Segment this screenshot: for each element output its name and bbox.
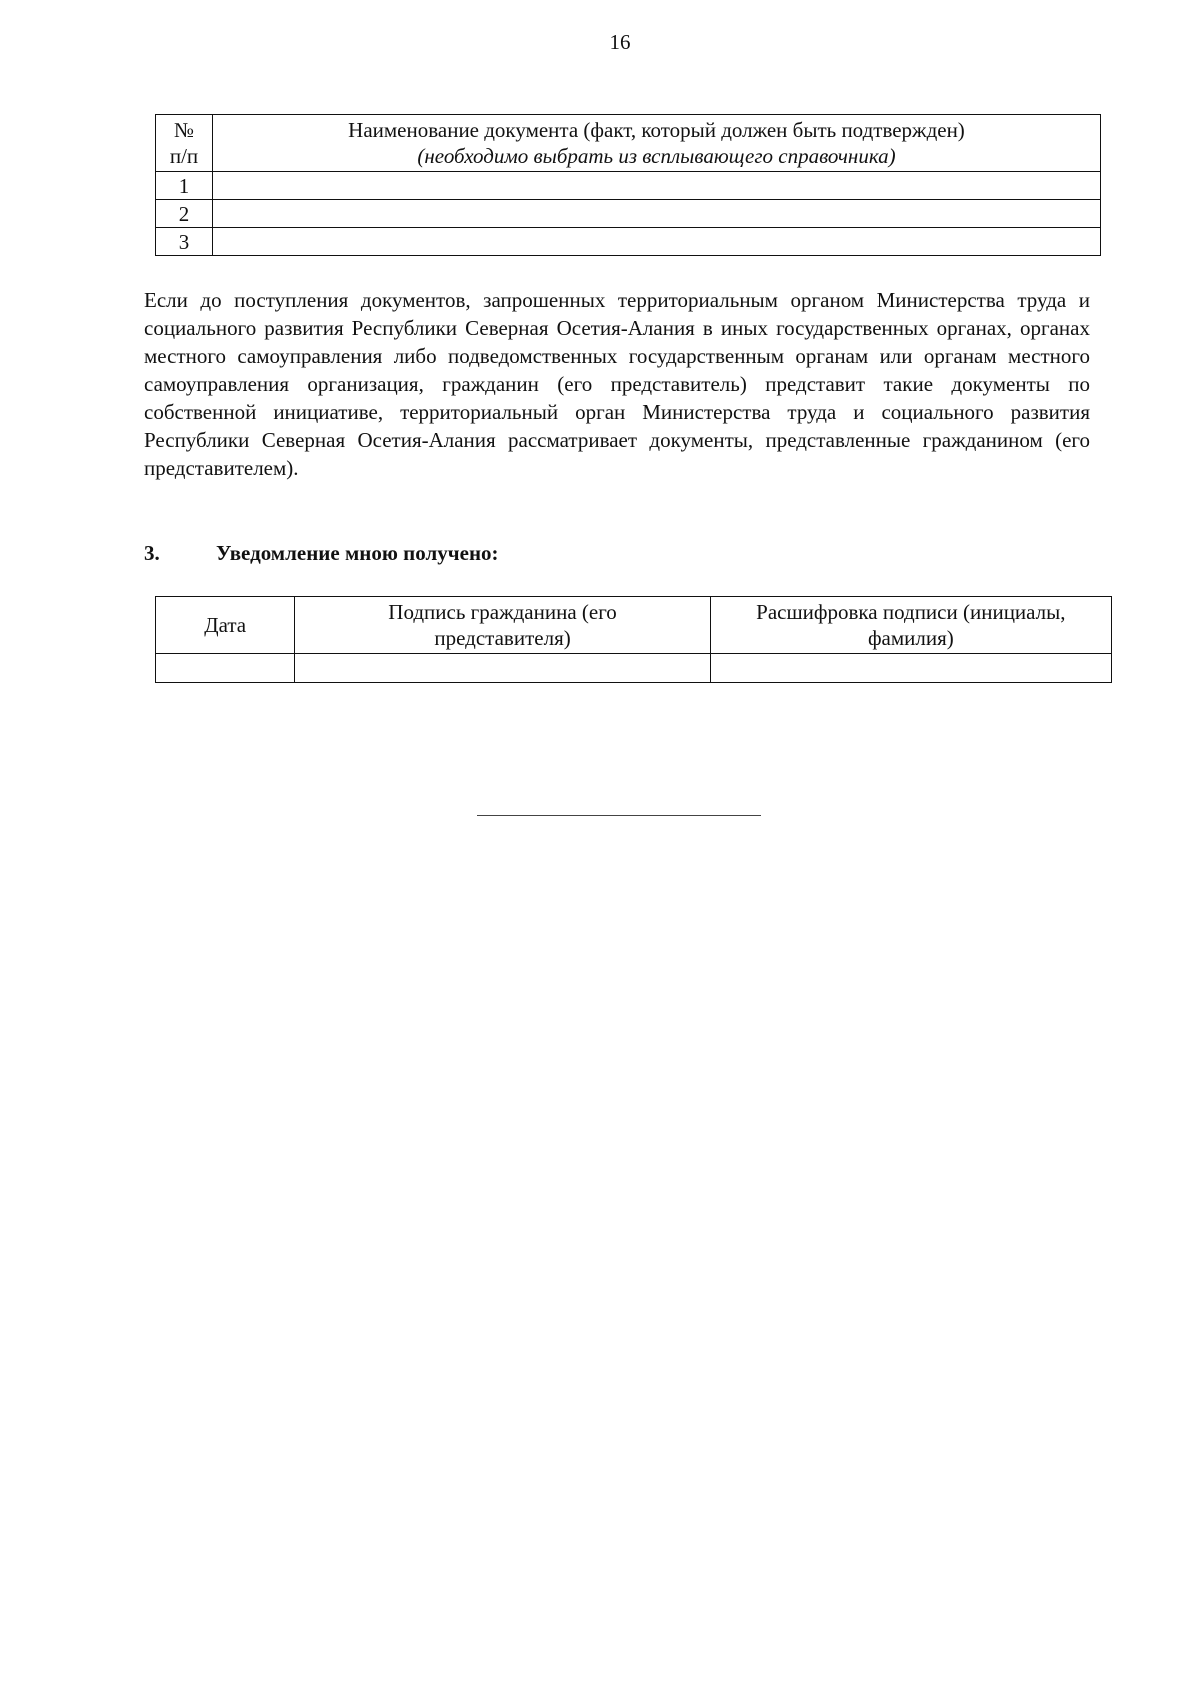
header-number-abbrev: п/п: [169, 144, 199, 168]
header-number-symbol: №: [173, 118, 195, 142]
header-document-hint: (необходимо выбрать из всплывающего справочника): [417, 144, 896, 168]
table-row: [156, 654, 1112, 683]
documents-table: [155, 114, 1101, 256]
decoding-cell[interactable]: [710, 654, 1111, 683]
row-number-cell: 3: [156, 228, 213, 256]
table-row: [156, 200, 1101, 228]
header-decoding-line2: фамилия): [867, 626, 954, 650]
receipt-table: [155, 596, 1112, 683]
section-title: Уведомление мною получено:: [216, 541, 499, 565]
table-row: [156, 228, 1101, 256]
end-divider: [477, 815, 761, 816]
row-document-cell[interactable]: [213, 228, 1101, 256]
signature-cell[interactable]: [295, 654, 710, 683]
header-signature-line2: представителя): [434, 626, 571, 650]
header-number-cell: [156, 115, 213, 172]
documents-table-header: [156, 115, 1101, 172]
header-date-cell: Дата: [156, 597, 295, 654]
section-heading: [144, 540, 1090, 566]
section-number: 3.: [144, 541, 160, 565]
row-document-cell[interactable]: [213, 172, 1101, 200]
header-document-name: Наименование документа (факт, который должен быть подтвержден): [348, 118, 965, 142]
row-number-cell: 2: [156, 200, 213, 228]
header-signature-line1: Подпись гражданина (его: [388, 600, 617, 624]
header-document-name-cell: [213, 115, 1101, 172]
body-paragraph: Если до поступления документов, запрошенных территориальным органом Министерства труда и социального развития Республики Северная Осетия-Алания в иных государственных органах, органах местного самоуправления либо подведомственных государственным органам или органам местного самоуправления организация, гражданин (его представитель) представит такие документы по собственной инициативе, территориальный орган Министерства труда и социального развития Республики Северная Осетия-Алания рассматривает документы, представленные гражданином (его представителем).: [144, 288, 1090, 480]
table-row: [156, 172, 1101, 200]
date-cell[interactable]: [156, 654, 295, 683]
page-number: 16: [609, 30, 631, 54]
header-signature-cell: [295, 597, 710, 654]
header-decoding-cell: [710, 597, 1111, 654]
header-decoding-line1: Расшифровка подписи (инициалы,: [756, 600, 1066, 624]
receipt-table-header: [156, 597, 1112, 654]
row-document-cell[interactable]: [213, 200, 1101, 228]
row-number-cell: 1: [156, 172, 213, 200]
